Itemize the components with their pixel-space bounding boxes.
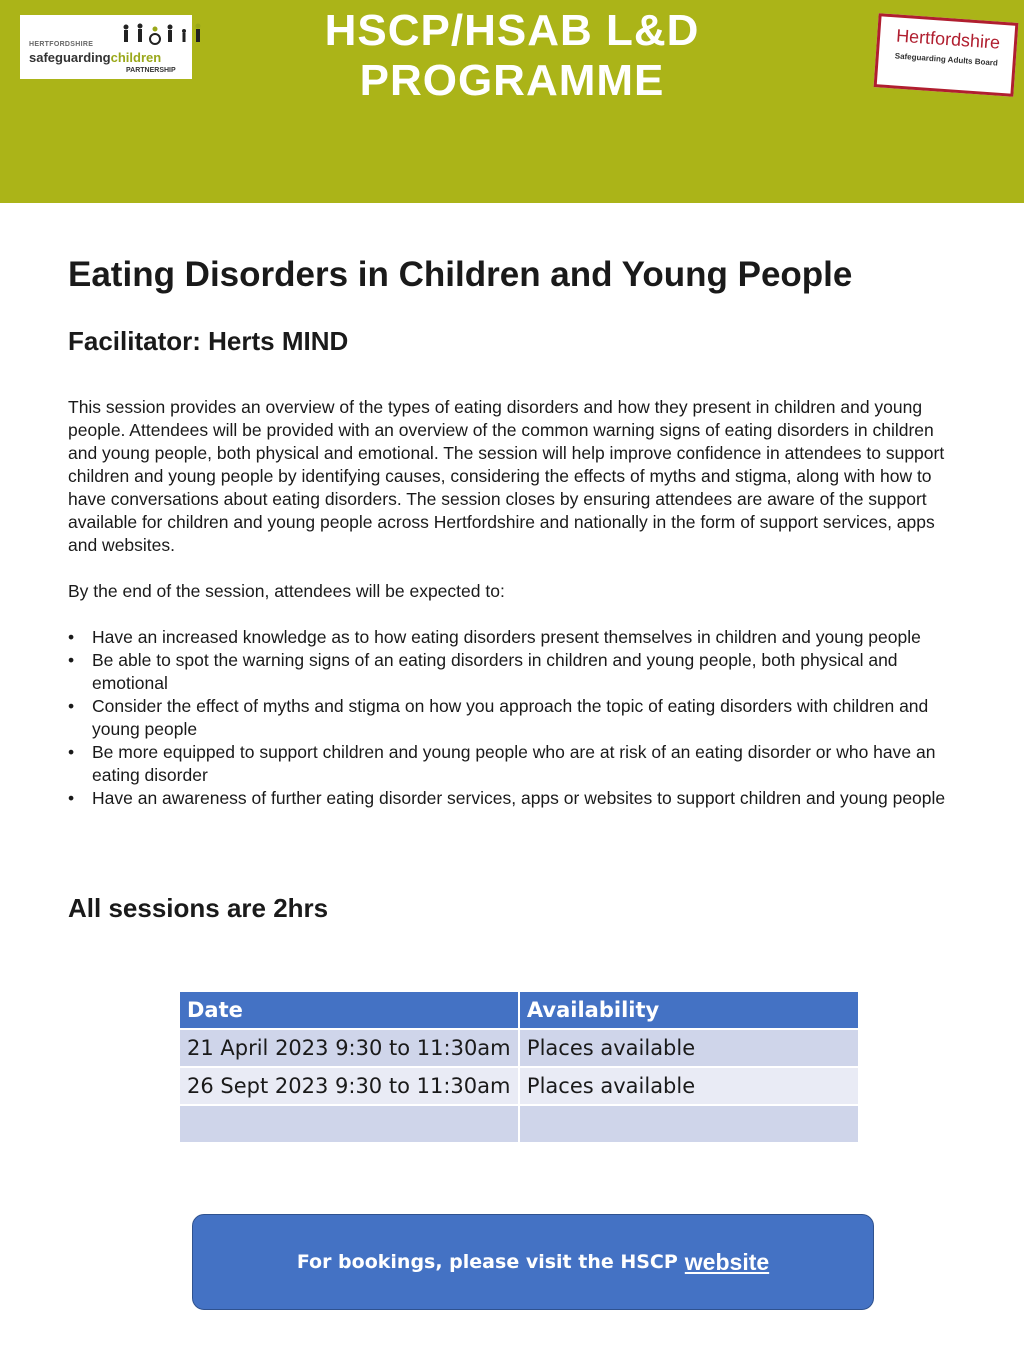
bullet-icon: •	[68, 742, 75, 762]
bullet-icon: •	[68, 627, 75, 647]
facilitator: Facilitator: Herts MIND	[68, 326, 349, 356]
list-item	[68, 787, 978, 810]
outcome-text: Be more equipped to support children and young people who are at risk of an eating disorder or who have an eating disorder	[92, 742, 936, 785]
logo-left-bottom-text: PARTNERSHIP	[126, 67, 176, 74]
bullet-icon: •	[68, 650, 75, 670]
session-date: 26 Sept 2023 9:30 to 11:30am	[179, 1067, 519, 1105]
session-availability: Places available	[519, 1029, 859, 1067]
programme-title	[212, 6, 812, 106]
list-item	[68, 741, 978, 787]
list-item	[68, 626, 978, 649]
booking-website-link[interactable]: website	[684, 1248, 770, 1275]
course-title: Eating Disorders in Children and Young People	[68, 255, 853, 294]
hsab-logo[interactable]	[874, 13, 1019, 97]
logo-left-top-text: HERTFORDSHIRE	[29, 41, 94, 48]
session-availability	[519, 1105, 859, 1143]
outcome-text: Have an increased knowledge as to how eating disorders present themselves in children and young people	[92, 627, 921, 647]
programme-title-line1: HSCP/HSAB L&D	[324, 6, 700, 55]
session-date	[179, 1105, 519, 1143]
column-header-availability: Availability	[519, 991, 859, 1029]
people-figures-icon	[120, 23, 205, 45]
header-banner	[0, 0, 1024, 203]
outcomes-list	[68, 626, 978, 810]
logo-left-main-text	[29, 50, 161, 65]
bullet-icon: •	[68, 788, 75, 808]
booking-text: For bookings, please visit the HSCP	[296, 1251, 678, 1273]
session-duration: All sessions are 2hrs	[68, 893, 329, 923]
hsab-logo-name: Hertfordshire	[895, 25, 1001, 53]
logo-left-main-a: safeguarding	[29, 50, 111, 65]
table-row[interactable]	[179, 1067, 859, 1105]
column-header-date: Date	[179, 991, 519, 1029]
table-header-row	[179, 991, 859, 1029]
outcome-text: Be able to spot the warning signs of an eating disorders in children and young people, both physical and emotional	[92, 650, 898, 693]
hscp-logo[interactable]	[20, 15, 192, 79]
list-item	[68, 695, 978, 741]
outcome-text: Have an awareness of further eating disorder services, apps or websites to support children and young people	[92, 788, 946, 808]
bullet-icon: •	[68, 696, 75, 716]
course-description: This session provides an overview of the types of eating disorders and how they present in children and young people. Attendees will be provided with an overview of the common warning signs of eating disorders in children and young people, both physical and emotional. The session will help improve confidence in attendees to support children and young people by identifying causes, considering the effects of myths and stigma, along with how to have conversations about eating disorders. The session closes by ensuring attendees are aware of the support available for children and young people across Hertfordshire and nationally in the form of support services, apps and websites.	[68, 397, 945, 555]
list-item	[68, 649, 978, 695]
booking-banner	[192, 1214, 874, 1310]
outcomes-intro: By the end of the session, attendees will be expected to:	[68, 581, 505, 601]
hsab-logo-subtitle: Safeguarding Adults Board	[894, 51, 999, 68]
outcome-text: Consider the effect of myths and stigma on how you approach the topic of eating disorders with children and young people	[92, 696, 929, 739]
table-row[interactable]	[179, 1029, 859, 1067]
session-date: 21 April 2023 9:30 to 11:30am	[179, 1029, 519, 1067]
session-availability: Places available	[519, 1067, 859, 1105]
table-row	[179, 1105, 859, 1143]
sessions-table	[178, 990, 860, 1144]
logo-left-main-b: children	[110, 50, 162, 65]
programme-title-line2: PROGRAMME	[359, 56, 665, 105]
